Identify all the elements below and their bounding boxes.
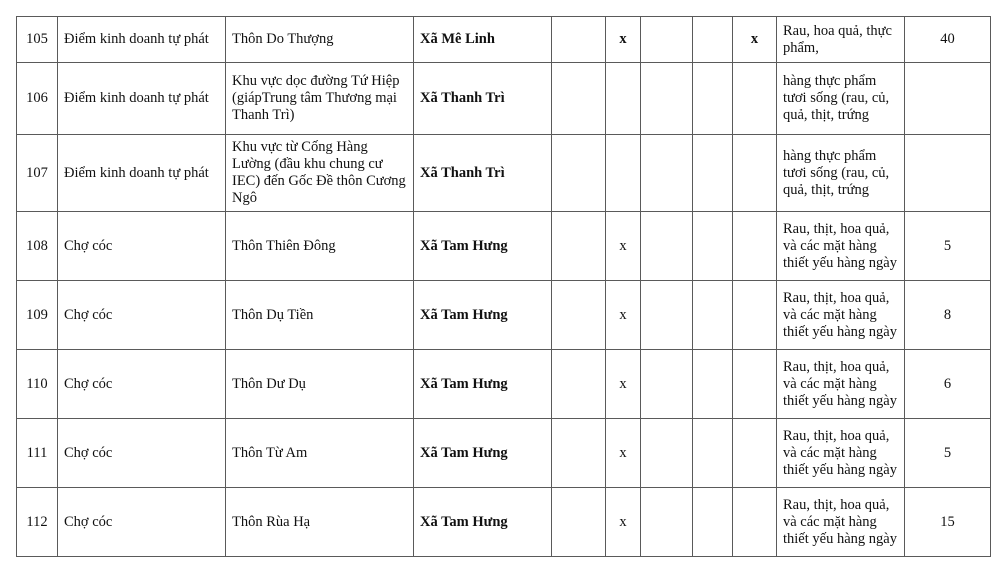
row-number: 108: [17, 212, 58, 281]
mark-cell-2: [606, 63, 641, 135]
mark-cell-2: x: [606, 17, 641, 63]
market-location: Thôn Dụ Tiền: [226, 281, 414, 350]
mark-cell-4: [693, 281, 733, 350]
mark-cell-1: [552, 63, 606, 135]
commune-name: Xã Tam Hưng: [414, 281, 552, 350]
mark-cell-3: [641, 419, 693, 488]
vendor-count: 15: [905, 488, 991, 557]
commune-name: Xã Tam Hưng: [414, 350, 552, 419]
goods-description: hàng thực phẩm tươi sống (rau, củ, quả, thịt, trứng: [777, 63, 905, 135]
vendor-count: 8: [905, 281, 991, 350]
commune-name: Xã Tam Hưng: [414, 488, 552, 557]
mark-cell-4: [693, 135, 733, 212]
mark-cell-3: [641, 135, 693, 212]
vendor-count: 6: [905, 350, 991, 419]
commune-name: Xã Thanh Trì: [414, 63, 552, 135]
table-row: [17, 63, 991, 135]
goods-description: Rau, thịt, hoa quả, và các mặt hàng thiết yếu hàng ngày: [777, 419, 905, 488]
commune-name: Xã Tam Hưng: [414, 212, 552, 281]
table-body: [17, 17, 991, 557]
market-type: Điểm kinh doanh tự phát: [58, 63, 226, 135]
goods-description: hàng thực phẩm tươi sống (rau, củ, quả, thịt, trứng: [777, 135, 905, 212]
market-type: Chợ cóc: [58, 281, 226, 350]
mark-cell-2: x: [606, 281, 641, 350]
table-row: [17, 488, 991, 557]
goods-description: Rau, thịt, hoa quả, và các mặt hàng thiết yếu hàng ngày: [777, 350, 905, 419]
market-type: Chợ cóc: [58, 419, 226, 488]
mark-cell-4: [693, 419, 733, 488]
table-row: [17, 281, 991, 350]
market-location: Thôn Từ Am: [226, 419, 414, 488]
row-number: 106: [17, 63, 58, 135]
row-number: 111: [17, 419, 58, 488]
row-number: 107: [17, 135, 58, 212]
mark-cell-1: [552, 281, 606, 350]
goods-description: Rau, thịt, hoa quả, và các mặt hàng thiết yếu hàng ngày: [777, 281, 905, 350]
table-row: [17, 350, 991, 419]
mark-cell-2: [606, 135, 641, 212]
commune-name: Xã Tam Hưng: [414, 419, 552, 488]
mark-cell-3: [641, 17, 693, 63]
row-number: 105: [17, 17, 58, 63]
mark-cell-1: [552, 350, 606, 419]
mark-cell-5: [733, 350, 777, 419]
mark-cell-2: x: [606, 350, 641, 419]
mark-cell-5: [733, 419, 777, 488]
row-number: 109: [17, 281, 58, 350]
vendor-count: [905, 135, 991, 212]
mark-cell-3: [641, 488, 693, 557]
vendor-count: 40: [905, 17, 991, 63]
mark-cell-4: [693, 488, 733, 557]
market-location: Khu vực từ Cống Hàng Lường (đầu khu chung cư IEC) đến Gốc Đề thôn Cương Ngô: [226, 135, 414, 212]
mark-cell-5: [733, 488, 777, 557]
table-row: [17, 135, 991, 212]
goods-description: Rau, hoa quả, thực phẩm,: [777, 17, 905, 63]
mark-cell-3: [641, 281, 693, 350]
mark-cell-1: [552, 419, 606, 488]
mark-cell-5: [733, 281, 777, 350]
mark-cell-1: [552, 488, 606, 557]
goods-description: Rau, thịt, hoa quả, và các mặt hàng thiết yếu hàng ngày: [777, 488, 905, 557]
market-location: Thôn Do Thượng: [226, 17, 414, 63]
vendor-count: 5: [905, 419, 991, 488]
mark-cell-2: x: [606, 419, 641, 488]
mark-cell-5: [733, 135, 777, 212]
market-type: Chợ cóc: [58, 212, 226, 281]
market-type: Điểm kinh doanh tự phát: [58, 17, 226, 63]
mark-cell-4: [693, 17, 733, 63]
mark-cell-3: [641, 63, 693, 135]
mark-cell-4: [693, 63, 733, 135]
mark-cell-5: x: [733, 17, 777, 63]
row-number: 110: [17, 350, 58, 419]
mark-cell-4: [693, 350, 733, 419]
mark-cell-1: [552, 17, 606, 63]
mark-cell-2: x: [606, 488, 641, 557]
mark-cell-3: [641, 212, 693, 281]
mark-cell-2: x: [606, 212, 641, 281]
goods-description: Rau, thịt, hoa quả, và các mặt hàng thiết yếu hàng ngày: [777, 212, 905, 281]
row-number: 112: [17, 488, 58, 557]
commune-name: Xã Thanh Trì: [414, 135, 552, 212]
mark-cell-5: [733, 63, 777, 135]
table-row: [17, 17, 991, 63]
vendor-count: 5: [905, 212, 991, 281]
mark-cell-3: [641, 350, 693, 419]
mark-cell-5: [733, 212, 777, 281]
market-type: Chợ cóc: [58, 488, 226, 557]
mark-cell-4: [693, 212, 733, 281]
market-type: Điểm kinh doanh tự phát: [58, 135, 226, 212]
mark-cell-1: [552, 135, 606, 212]
mark-cell-1: [552, 212, 606, 281]
market-location: Thôn Thiên Đông: [226, 212, 414, 281]
market-location: Khu vực dọc đường Tứ Hiệp (giápTrung tâm Thương mại Thanh Trì): [226, 63, 414, 135]
vendor-count: [905, 63, 991, 135]
commune-name: Xã Mê Linh: [414, 17, 552, 63]
market-type: Chợ cóc: [58, 350, 226, 419]
table-row: [17, 419, 991, 488]
table-row: [17, 212, 991, 281]
market-location: Thôn Dư Dụ: [226, 350, 414, 419]
market-list-table: [16, 16, 991, 557]
market-location: Thôn Rùa Hạ: [226, 488, 414, 557]
